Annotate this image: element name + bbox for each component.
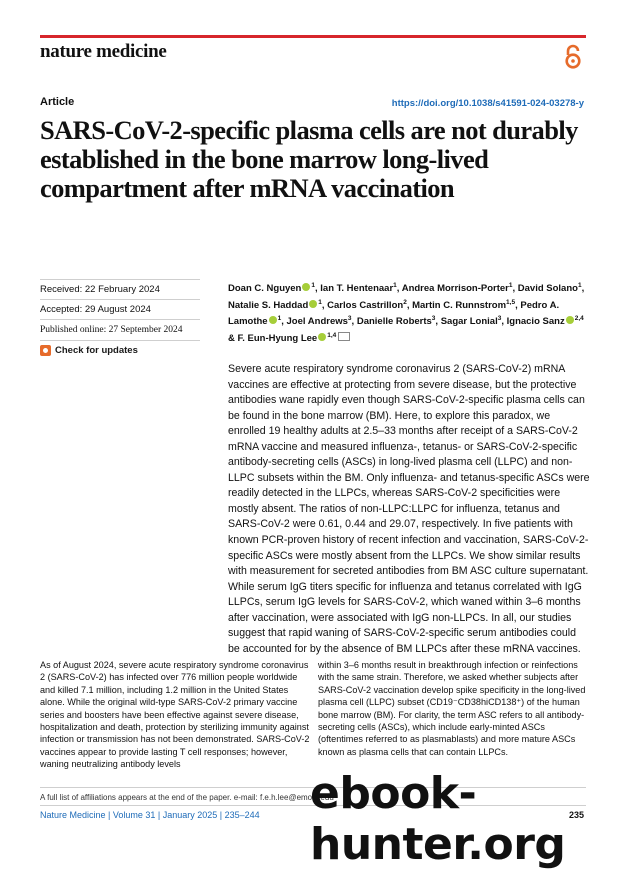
watermark: ebook-hunter.org xyxy=(310,768,566,870)
orcid-icon[interactable] xyxy=(302,283,310,291)
meta-divider xyxy=(40,340,200,341)
author-name[interactable]: Andrea Morrison-Porter xyxy=(401,283,509,295)
top-margin xyxy=(0,0,620,6)
check-updates-icon xyxy=(40,345,51,356)
journal-name[interactable]: nature medicine xyxy=(40,41,167,62)
body-column-left: As of August 2024, severe acute respiratory syndrome coronavirus 2 (SARS-CoV-2) has infected over 776 million people worldwide and killed 7.1 million, including 1.2 million in the United States alone. While the original wild-type SARS-CoV-2 primary vaccine series and boosters have been effective against severe disease, hospitalization and death, protection by sterilizing immunity against infection or transmission has not been demonstrated. SARS-CoV-2 vaccines appear to provide lasting T cell responses; however, waning neutralizing antibody levels xyxy=(40,660,310,770)
meta-divider xyxy=(40,299,200,300)
author-name[interactable]: F. Eun-Hyung Lee xyxy=(237,332,318,344)
article-type-label: Article xyxy=(40,96,75,108)
author-name[interactable]: Martin C. Runnstrom xyxy=(412,299,507,311)
header-rule xyxy=(40,35,586,38)
orcid-icon[interactable] xyxy=(269,316,277,324)
author-list: Doan C. Nguyen $^1$, Ian T. Hentenaar$^1$, Andrea Morrison-Porter$^1$, David Solano$^1$, Natalie S. Haddad $^1$, Carlos Castrillon$^2$, Martin C. Runnstrom$^{1,5}$, Pedro A. Lamothe $^1$, Joel Andrews$^3$, Danielle Roberts$^3$, Sagar Lonial$^3$, Ignacio Sanz $^{2,4}$ & F. Eun-Hyung Lee $^{1,4}$ xyxy=(228,282,585,344)
journal-issue-footer[interactable]: Nature Medicine | Volume 31 | January 2025 | 235–244 xyxy=(40,810,260,820)
author-name[interactable]: Ian T. Hentenaar xyxy=(320,283,394,295)
meta-divider xyxy=(40,319,200,320)
meta-divider xyxy=(40,279,200,280)
published-date: Published online: 27 September 2024 xyxy=(40,325,183,335)
author-name[interactable]: Danielle Roberts xyxy=(356,316,432,328)
email-icon[interactable] xyxy=(338,332,350,341)
abstract: Severe acute respiratory syndrome coronavirus 2 (SARS-CoV-2) mRNA vaccines are effective at protecting from severe disease, but the protective antibodies wane rapidly even though SARS-CoV-2-specific plasma cells can be found in the bone marrow (BM). Here, to explore this paradox, we enrolled 19 healthy adults at 2.5–33 months after receipt of a SARS-CoV-2 mRNA vaccine and measured influenza-, tetanus- or SARS-CoV-2-specific antibody-secreting cells (ASCs) in long-lived plasma cell (LLPC) and non-LLPC subsets within the BM. Only influenza- and tetanus-specific ASCs were readily detected in the LLPCs, whereas SARS-CoV-2 specificities were mostly absent. The ratios of non-LLPC:LLPC for influenza, tetanus and SARS-CoV-2 were 0.61, 0.44 and 29.07, respectively. In five patients with known PCR-proven history of recent infection and vaccination, SARS-CoV-2-specific ASCs were mostly absent from the LLPCs. We show similar results with measurement for secreted antibodies from BM ASC culture supernatant. While serum IgG titers specific for influenza and tetanus correlated with IgG LLPCs, serum IgG levels for SARS-CoV-2, which waned within 3–6 months after vaccination, were associated with IgG non-LLPCs. In all, our studies suggest that rapid waning of SARS-CoV-2-specific serum antibodies could be accounted for by the absence of BM LLPCs after these mRNA vaccines. xyxy=(228,363,590,655)
page-number: 235 xyxy=(568,810,584,820)
orcid-icon[interactable] xyxy=(318,333,326,341)
check-for-updates-button[interactable] xyxy=(40,345,138,356)
author-name[interactable]: Pedro A. Lamothe xyxy=(228,299,560,328)
author-name[interactable]: Sagar Lonial xyxy=(440,316,498,328)
open-access-icon[interactable] xyxy=(562,44,584,70)
author-name[interactable]: Carlos Castrillon xyxy=(327,299,404,311)
author-name[interactable]: Joel Andrews xyxy=(286,316,348,328)
author-name[interactable]: Natalie S. Haddad xyxy=(228,299,309,311)
check-updates-label: Check for updates xyxy=(55,345,138,356)
orcid-icon[interactable] xyxy=(309,300,317,308)
received-date: Received: 22 February 2024 xyxy=(40,284,160,295)
doi-link[interactable]: https://doi.org/10.1038/s41591-024-03278-y xyxy=(391,98,584,109)
author-name[interactable]: Ignacio Sanz xyxy=(506,316,565,328)
affiliation-footnote: A full list of affiliations appears at the end of the paper. e-mail: f.e.h.lee@emory.edu xyxy=(40,793,334,802)
orcid-icon[interactable] xyxy=(566,316,574,324)
accepted-date: Accepted: 29 August 2024 xyxy=(40,304,151,315)
author-name[interactable]: Doan C. Nguyen xyxy=(228,283,302,295)
article-title: SARS-CoV-2-specific plasma cells are not durably established in the bone marrow long-lived compartment after mRNA vaccination xyxy=(40,115,578,203)
author-name[interactable]: David Solano xyxy=(517,283,578,295)
body-column-right: within 3–6 months result in breakthrough infection or reinfections with the same strain. Therefore, we asked whether subjects after SARS-CoV-2 vaccination develop spike specificity in the long-lived plasma cell (LLPC) subset (CD19⁻CD38hiCD138⁺) of the human bone marrow (BM). For clarity, the term ASC refers to all antibody-secreting cells (ASCs), which include early-minted ASCs (oftentimes referred to as plasmablasts) and more mature ASCs known as plasma cells that can contain LLPCs. xyxy=(318,660,586,757)
